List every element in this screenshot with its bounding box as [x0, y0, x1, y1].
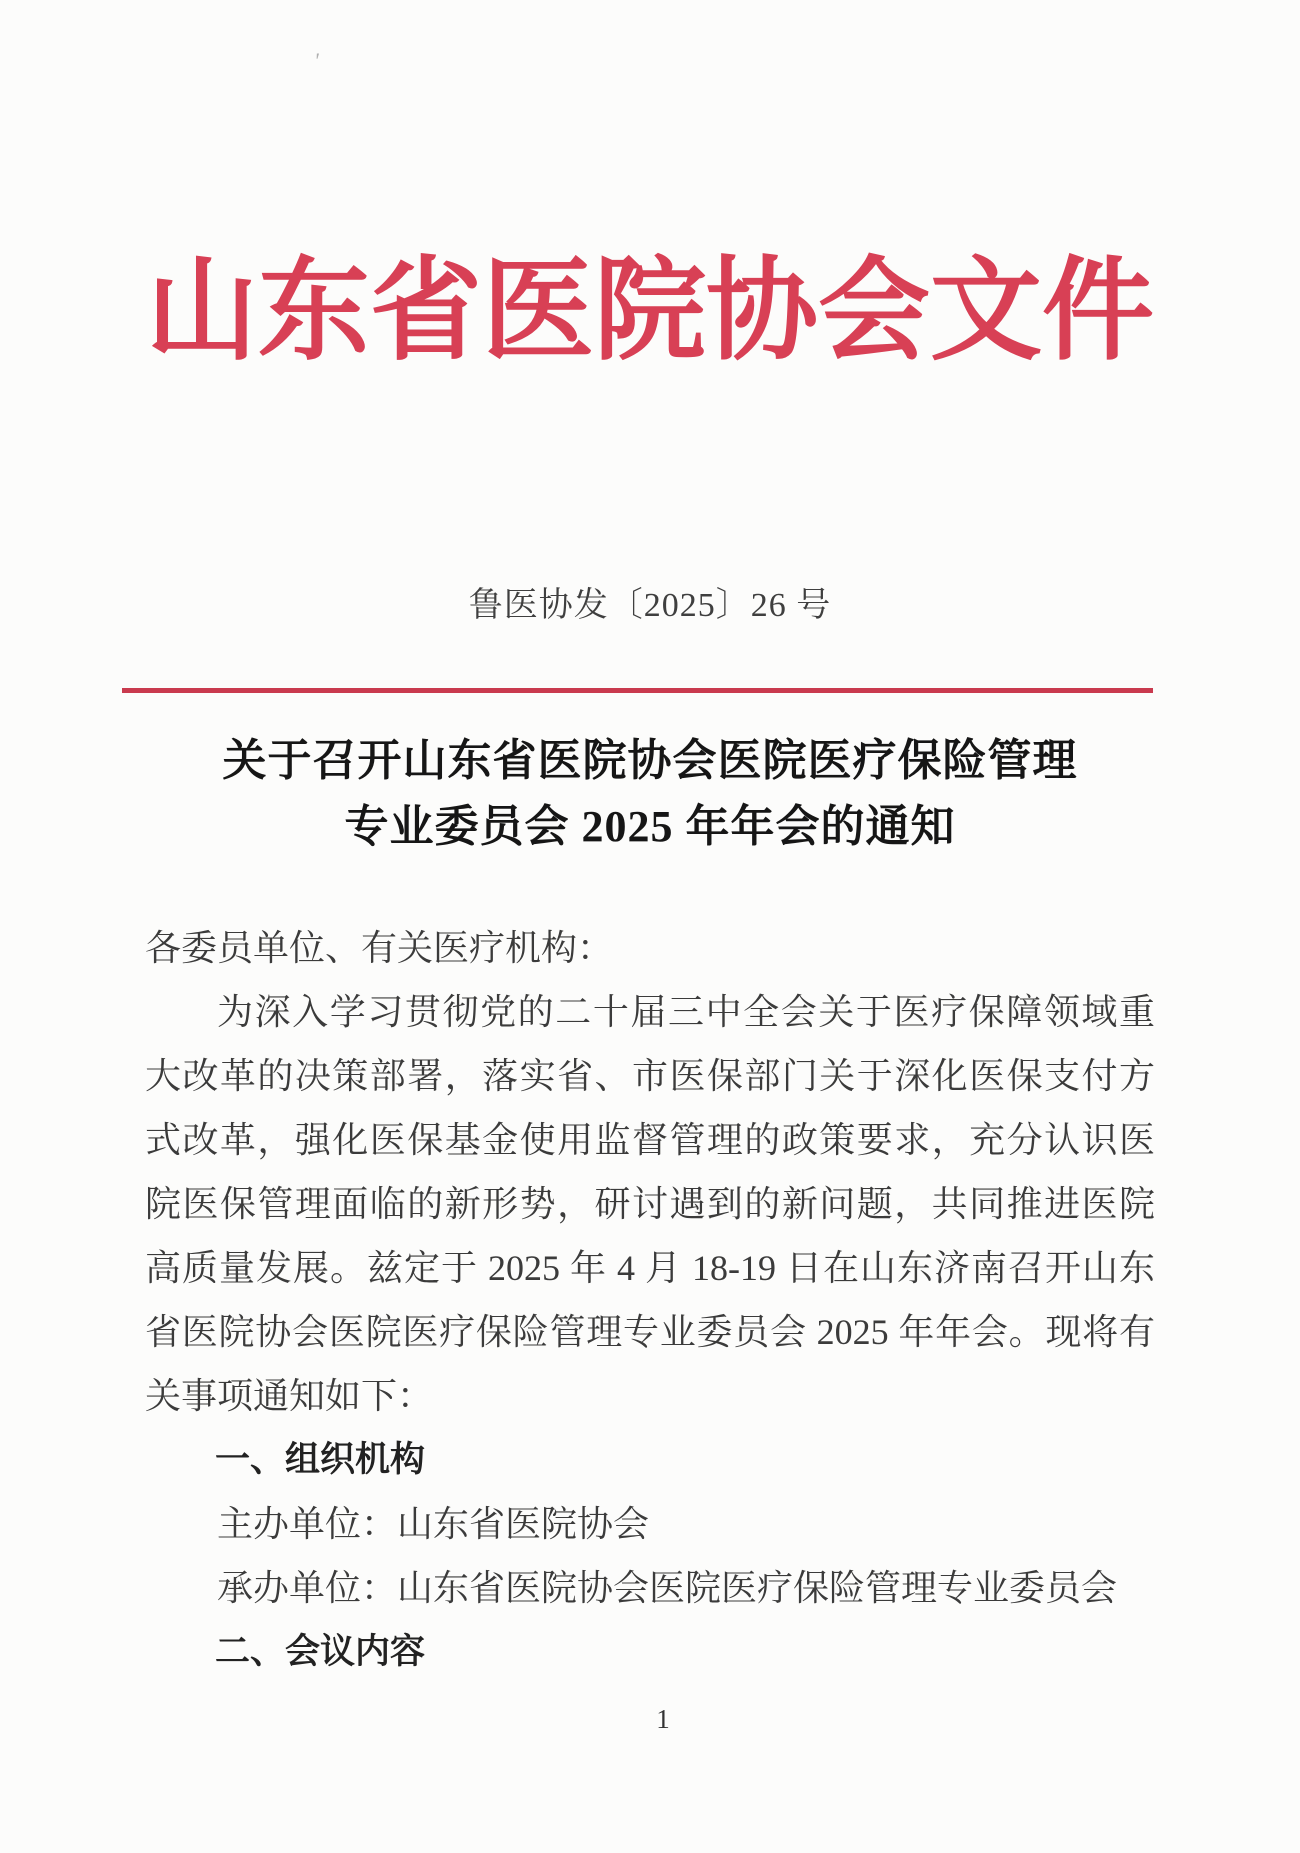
- body-paragraph-line: 关事项通知如下：: [145, 1376, 434, 1416]
- body-paragraph-line: 院医保管理面临的新形势，研讨遇到的新问题，共同推进医院: [145, 1184, 1155, 1224]
- document-title: [0, 728, 1300, 860]
- document-title-line1: 关于召开山东省医院协会医院医疗保险管理: [222, 736, 1078, 785]
- organizer-unit-line: 承办单位：山东省医院协会医院医疗保险管理专业委员会: [217, 1568, 1118, 1608]
- org-letterhead-title: 山东省医院协会文件: [146, 250, 1154, 374]
- body-paragraph-line: 式改革，强化医保基金使用监督管理的政策要求，充分认识医: [145, 1120, 1155, 1160]
- body-paragraph-line: 高质量发展。兹定于 2025 年 4 月 18-19 日在山东济南召开山东: [145, 1248, 1155, 1288]
- doc-reference-number: 鲁医协发〔2025〕26 号: [468, 587, 832, 624]
- section-heading-1: 一、组织机构: [215, 1440, 426, 1479]
- red-divider-rule: [122, 688, 1153, 693]
- body-paragraph-line: 大改革的决策部署，落实省、市医保部门关于深化医保支付方: [145, 1056, 1155, 1096]
- body-paragraph-line: 为深入学习贯彻党的二十届三中全会关于医疗保障领域重: [217, 992, 1155, 1032]
- salutation: 各委员单位、有关医疗机构：: [145, 928, 614, 968]
- document-title-line2: 专业委员会 2025 年年会的通知: [344, 802, 956, 851]
- scan-artifact: ': [314, 48, 319, 73]
- document-body: [145, 916, 1155, 1684]
- body-paragraph-line: 省医院协会医院医疗保险管理专业委员会 2025 年年会。现将有: [145, 1312, 1155, 1352]
- section-heading-2: 二、会议内容: [215, 1632, 426, 1671]
- host-unit-line: 主办单位：山东省医院协会: [217, 1504, 650, 1544]
- page-number: 1: [656, 1704, 670, 1734]
